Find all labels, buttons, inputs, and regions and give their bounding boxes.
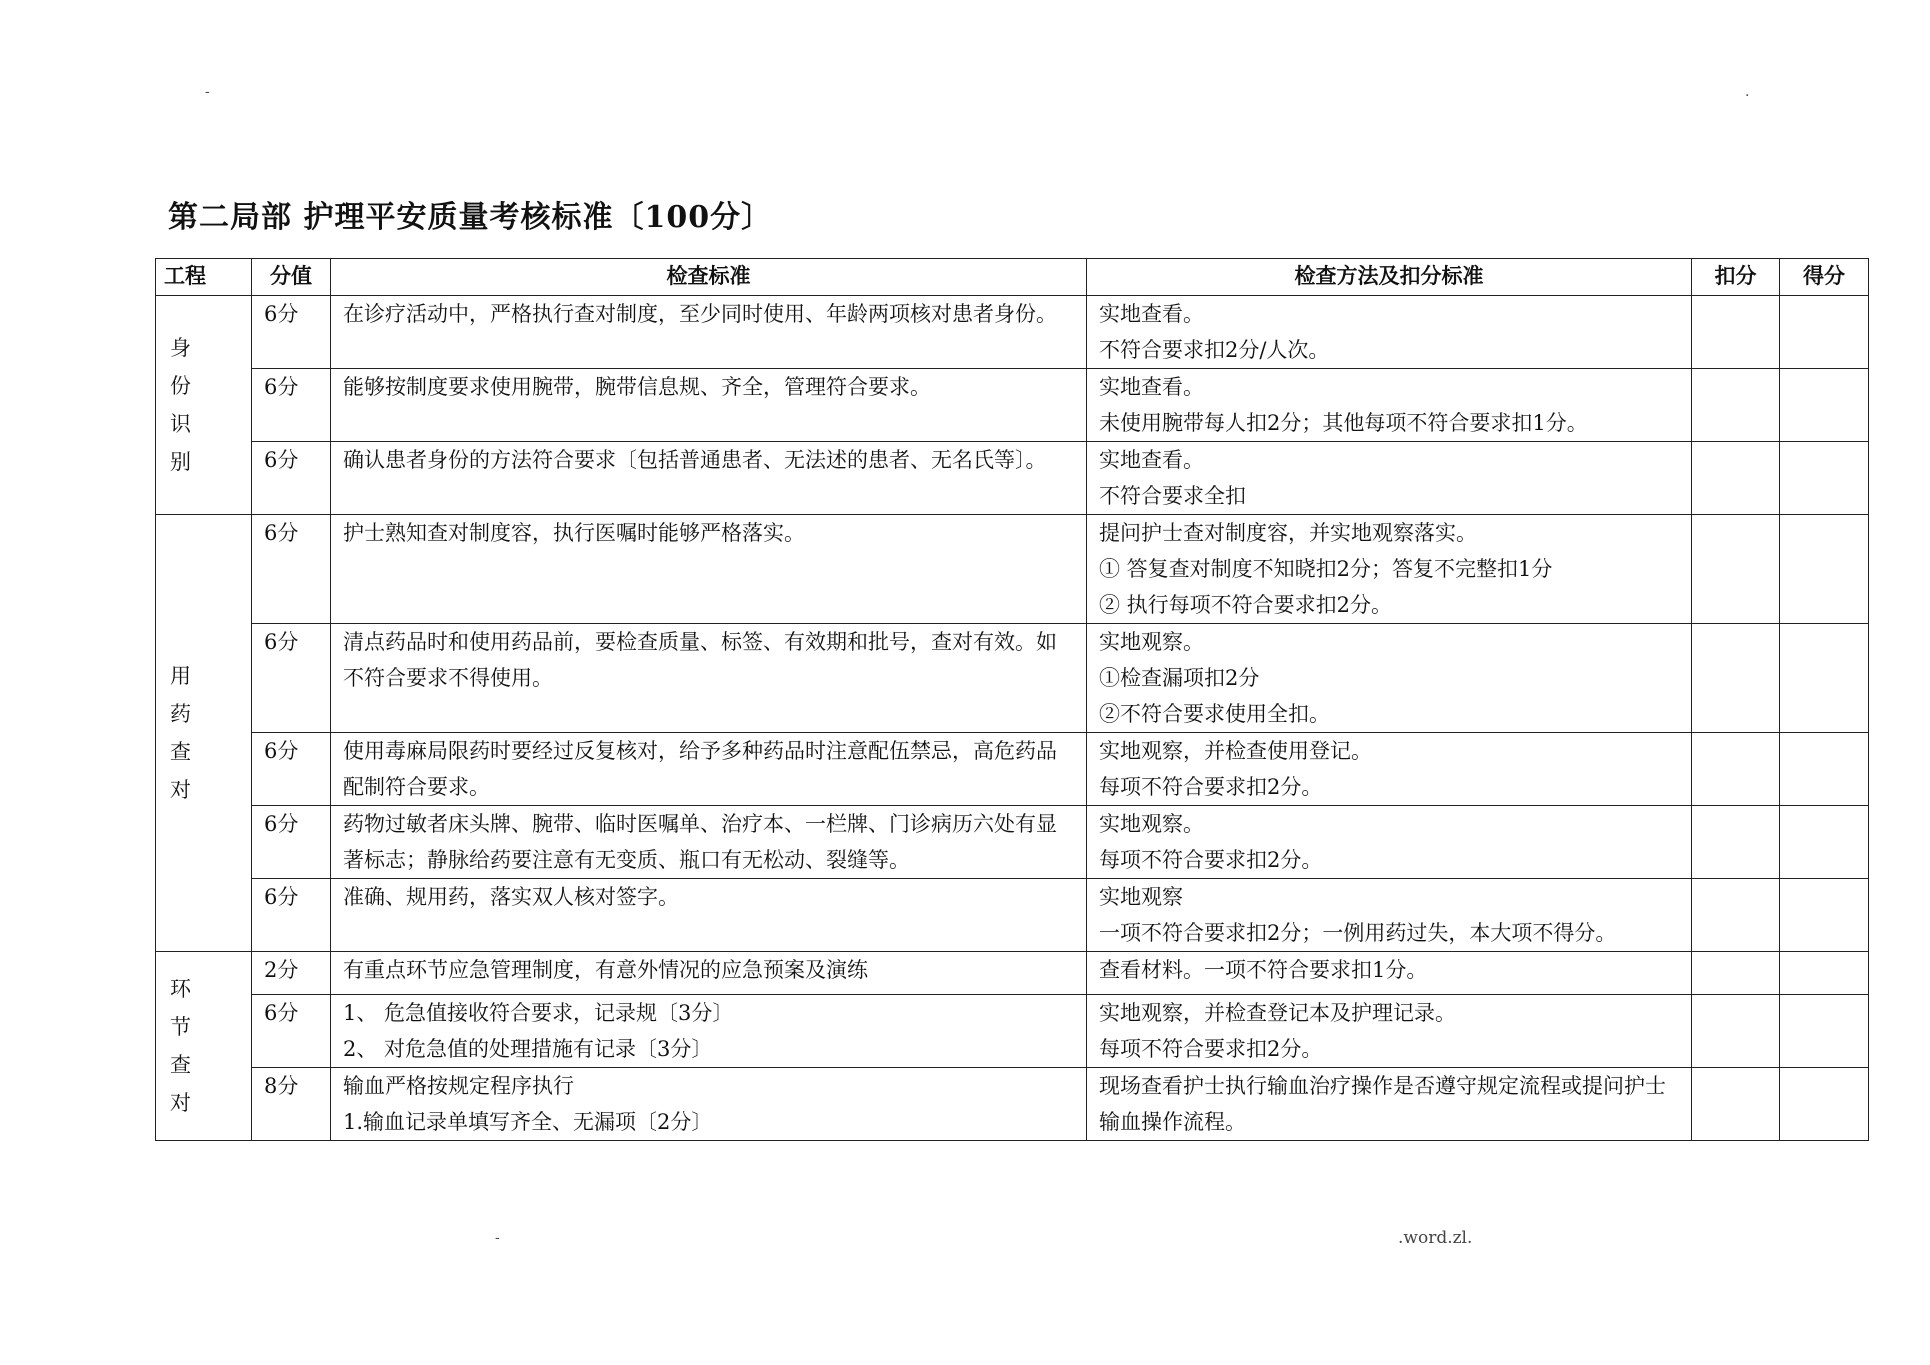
score-cell[interactable] [1780,515,1869,624]
points-cell: 6分 [252,733,331,806]
score-cell[interactable] [1780,952,1869,995]
assessment-table [155,258,1869,1141]
method-cell: 查看材料。一项不符合要求扣1分。 [1087,952,1692,995]
table-header-row [156,259,1869,296]
table-row [156,806,1869,879]
criteria-cell: 清点药品时和使用药品前，要检查质量、标签、有效期和批号，查对有效。如不符合要求不得使用。 [331,624,1087,733]
table-row [156,369,1869,442]
table-row [156,296,1869,369]
method-cell: 实地查看。 未使用腕带每人扣2分；其他每项不符合要求扣1分。 [1087,369,1692,442]
header-score: 得分 [1780,259,1869,296]
criteria-cell: 使用毒麻局限药时要经过反复核对，给予多种药品时注意配伍禁忌，高危药品配制符合要求。 [331,733,1087,806]
deduct-cell[interactable] [1692,879,1780,952]
category-process: 环 节 查 对 [156,952,252,1141]
header-deduct: 扣分 [1692,259,1780,296]
score-cell[interactable] [1780,1068,1869,1141]
page-marker-top-left: - [205,84,210,100]
criteria-cell: 有重点环节应急管理制度，有意外情况的应急预案及演练 [331,952,1087,995]
points-cell: 8分 [252,1068,331,1141]
table-row [156,733,1869,806]
criteria-cell: 药物过敏者床头牌、腕带、临时医嘱单、治疗本、一栏牌、门诊病历六处有显著标志；静脉给药要注意有无变质、瓶口有无松动、裂缝等。 [331,806,1087,879]
page-marker-top-right: . [1745,84,1750,100]
points-cell: 6分 [252,515,331,624]
score-cell[interactable] [1780,624,1869,733]
table-row [156,1068,1869,1141]
criteria-cell: 在诊疗活动中，严格执行查对制度，至少同时使用、年龄两项核对患者身份。 [331,296,1087,369]
deduct-cell[interactable] [1692,806,1780,879]
header-item: 工程 [156,259,252,296]
points-cell: 6分 [252,624,331,733]
score-cell[interactable] [1780,879,1869,952]
criteria-cell: 能够按制度要求使用腕带，腕带信息规、齐全，管理符合要求。 [331,369,1087,442]
score-cell[interactable] [1780,442,1869,515]
deduct-cell[interactable] [1692,442,1780,515]
header-criteria: 检查标准 [331,259,1087,296]
table-row [156,624,1869,733]
deduct-cell[interactable] [1692,952,1780,995]
method-cell: 现场查看护士执行输血治疗操作是否遵守规定流程或提问护士输血操作流程。 [1087,1068,1692,1141]
points-cell: 6分 [252,879,331,952]
table-row [156,515,1869,624]
page-title: 第二局部 护理平安质量考核标准〔100分〕 [168,200,773,235]
method-cell: 实地观察。 每项不符合要求扣2分。 [1087,806,1692,879]
deduct-cell[interactable] [1692,624,1780,733]
method-cell: 实地查看。 不符合要求全扣 [1087,442,1692,515]
method-cell: 实地观察 一项不符合要求扣2分；一例用药过失，本大项不得分。 [1087,879,1692,952]
criteria-cell: 1、 危急值接收符合要求，记录规〔3分〕 2、 对危急值的处理措施有记录〔3分〕 [331,995,1087,1068]
criteria-cell: 准确、规用药，落实双人核对签字。 [331,879,1087,952]
points-cell: 6分 [252,369,331,442]
deduct-cell[interactable] [1692,515,1780,624]
header-points: 分值 [252,259,331,296]
method-cell: 实地查看。 不符合要求扣2分/人次。 [1087,296,1692,369]
deduct-cell[interactable] [1692,1068,1780,1141]
method-cell: 实地观察。 ①检查漏项扣2分 ②不符合要求使用全扣。 [1087,624,1692,733]
points-cell: 6分 [252,995,331,1068]
footer-watermark: .word.zl. [1398,1228,1473,1248]
table-row [156,952,1869,995]
score-cell[interactable] [1780,995,1869,1068]
table-row [156,442,1869,515]
criteria-cell: 护士熟知查对制度容，执行医嘱时能够严格落实。 [331,515,1087,624]
footer-marker-left: - [495,1230,500,1246]
deduct-cell[interactable] [1692,995,1780,1068]
category-identity: 身 份 识 别 [156,296,252,515]
method-cell: 实地观察，并检查使用登记。 每项不符合要求扣2分。 [1087,733,1692,806]
criteria-cell: 输血严格按规定程序执行 1.输血记录单填写齐全、无漏项〔2分〕 [331,1068,1087,1141]
deduct-cell[interactable] [1692,369,1780,442]
deduct-cell[interactable] [1692,733,1780,806]
points-cell: 6分 [252,806,331,879]
header-method: 检查方法及扣分标准 [1087,259,1692,296]
method-cell: 提问护士查对制度容，并实地观察落实。 ① 答复查对制度不知晓扣2分；答复不完整扣1分 ② 执行每项不符合要求扣2分。 [1087,515,1692,624]
table-row [156,879,1869,952]
points-cell: 6分 [252,296,331,369]
category-medication: 用 药 查 对 [156,515,252,952]
deduct-cell[interactable] [1692,296,1780,369]
score-cell[interactable] [1780,296,1869,369]
criteria-cell: 确认患者身份的方法符合要求〔包括普通患者、无法述的患者、无名氏等〕。 [331,442,1087,515]
points-cell: 2分 [252,952,331,995]
score-cell[interactable] [1780,806,1869,879]
score-cell[interactable] [1780,369,1869,442]
table-row [156,995,1869,1068]
score-cell[interactable] [1780,733,1869,806]
points-cell: 6分 [252,442,331,515]
method-cell: 实地观察，并检查登记本及护理记录。 每项不符合要求扣2分。 [1087,995,1692,1068]
